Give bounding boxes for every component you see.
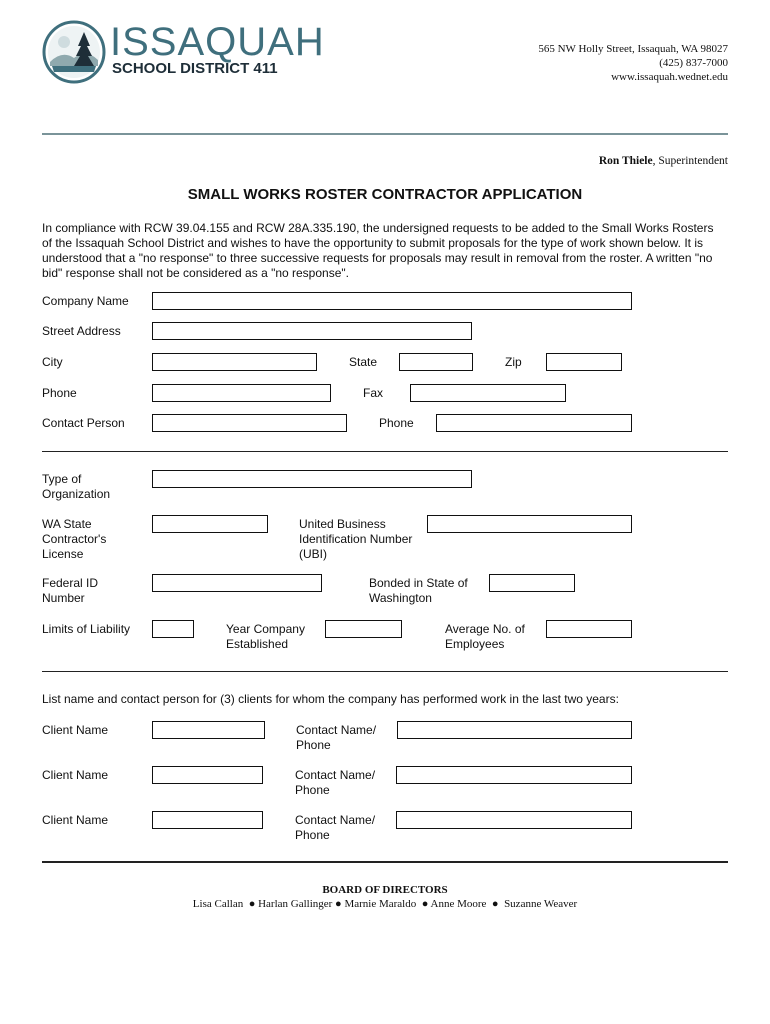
company-name-field[interactable] <box>152 292 632 310</box>
contact-phone-label: Phone <box>379 416 414 430</box>
ubi-label: United Business Identification Number (UBI) <box>299 517 413 561</box>
superintendent-name: Ron Thiele <box>598 155 653 167</box>
address-phone: (425) 837-7000 <box>659 57 728 69</box>
intro-paragraph: In compliance with RCW 39.04.155 and RCW 28A.335.190, the undersigned requests to be added to the Small Works Rosters of the Issaquah School District and wishes to have the opportunity to submit proposals for the type of work shown below. It is understood that a "no response" to three successive requests for proposals may result in removal from the roster. A written "no bid" response shall not be considered as a "no response". <box>42 221 714 280</box>
header-divider <box>42 133 728 135</box>
client-name-label: Client Name <box>42 768 109 782</box>
fax-label: Fax <box>363 386 384 400</box>
avg-employees-field[interactable] <box>546 620 632 638</box>
client-contact-field-1[interactable] <box>397 721 632 739</box>
client-contact-label: Contact Name/ Phone <box>295 768 376 797</box>
contact-phone-field[interactable] <box>436 414 632 432</box>
year-established-field[interactable] <box>325 620 402 638</box>
form-title: SMALL WORKS ROSTER CONTRACTOR APPLICATION <box>187 186 583 203</box>
board-of-directors <box>0 883 770 911</box>
district-address <box>538 42 728 84</box>
street-address-label: Street Address <box>42 324 121 338</box>
wa-license-label: WA State Contractor's License <box>42 517 107 561</box>
company-name-label: Company Name <box>42 294 129 308</box>
city-label: City <box>42 355 63 369</box>
logo-subtitle: SCHOOL DISTRICT 411 <box>112 60 278 77</box>
bonded-field[interactable] <box>489 574 575 592</box>
ubi-field[interactable] <box>427 515 632 533</box>
phone-label: Phone <box>42 386 77 400</box>
type-of-organization-label: Type of Organization <box>42 472 111 501</box>
client-contact-label: Contact Name/ Phone <box>295 813 376 842</box>
zip-field[interactable] <box>546 353 622 371</box>
client-name-field-3[interactable] <box>152 811 263 829</box>
client-name-label: Client Name <box>42 813 109 827</box>
client-contact-field-3[interactable] <box>396 811 632 829</box>
superintendent-line <box>599 155 728 167</box>
limits-of-liability-label: Limits of Liability <box>42 622 131 636</box>
contact-person-label: Contact Person <box>42 416 125 430</box>
federal-id-label: Federal ID Number <box>42 576 99 605</box>
city-field[interactable] <box>152 353 317 371</box>
federal-id-field[interactable] <box>152 574 322 592</box>
zip-label: Zip <box>505 355 522 369</box>
board-title: BOARD OF DIRECTORS <box>322 884 448 896</box>
avg-employees-label: Average No. of Employees <box>445 622 525 651</box>
client-contact-field-2[interactable] <box>396 766 632 784</box>
state-label: State <box>349 355 378 369</box>
bonded-label: Bonded in State of Washington <box>369 576 468 605</box>
section-divider <box>42 671 728 672</box>
type-of-organization-field[interactable] <box>152 470 472 488</box>
superintendent-title: , Superintendent <box>652 155 728 167</box>
logo-name: ISSAQUAH <box>110 20 325 64</box>
footer-divider <box>42 861 728 863</box>
client-name-field-2[interactable] <box>152 766 263 784</box>
contact-person-field[interactable] <box>152 414 347 432</box>
address-website: www.issaquah.wednet.edu <box>611 71 728 83</box>
board-members: Lisa Callan ● Harlan Gallinger ● Marnie Maraldo ● Anne Moore ● Suzanne Weaver <box>192 898 578 910</box>
phone-field[interactable] <box>152 384 331 402</box>
address-line-1: 565 NW Holly Street, Issaquah, WA 98027 <box>538 43 728 55</box>
clients-intro: List name and contact person for (3) clients for whom the company has performed work in the last two years: <box>42 692 619 706</box>
state-field[interactable] <box>399 353 473 371</box>
limits-of-liability-field[interactable] <box>152 620 194 638</box>
client-name-label: Client Name <box>42 723 109 737</box>
wa-license-field[interactable] <box>152 515 268 533</box>
client-name-field-1[interactable] <box>152 721 265 739</box>
year-established-label: Year Company Established <box>226 622 305 651</box>
district-seal-icon <box>42 20 106 84</box>
section-divider <box>42 451 728 452</box>
fax-field[interactable] <box>410 384 566 402</box>
street-address-field[interactable] <box>152 322 472 340</box>
client-contact-label: Contact Name/ Phone <box>296 723 377 752</box>
